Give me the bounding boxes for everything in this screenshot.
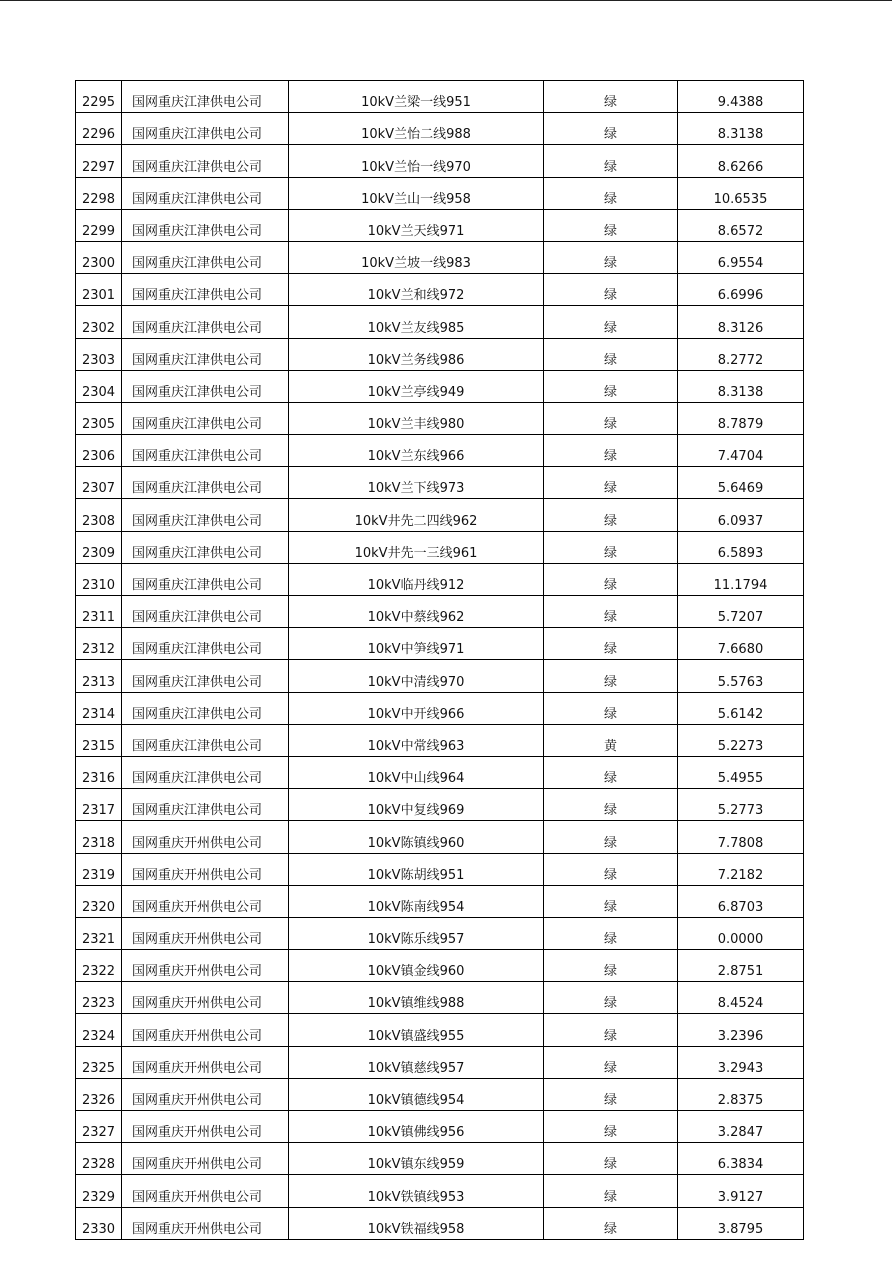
company-name-cell: 国网重庆开州供电公司: [122, 885, 289, 917]
status-cell: 绿: [544, 660, 678, 692]
status-cell: 绿: [544, 917, 678, 949]
row-number-cell: 2328: [76, 1143, 122, 1175]
table-row: [76, 113, 804, 145]
line-name-cell: 10kV中清线970: [289, 660, 544, 692]
line-name-cell: 10kV镇金线960: [289, 950, 544, 982]
table-row: [76, 1143, 804, 1175]
table-row: [76, 177, 804, 209]
row-number-cell: 2330: [76, 1207, 122, 1239]
value-cell: 2.8375: [678, 1078, 804, 1110]
row-number-cell: 2322: [76, 950, 122, 982]
status-cell: 绿: [544, 306, 678, 338]
table-row: [76, 241, 804, 273]
value-cell: 6.9554: [678, 241, 804, 273]
table-body: [76, 81, 804, 1240]
line-name-cell: 10kV兰友线985: [289, 306, 544, 338]
status-cell: 绿: [544, 467, 678, 499]
status-cell: 绿: [544, 435, 678, 467]
value-cell: 2.8751: [678, 950, 804, 982]
table-row: [76, 306, 804, 338]
company-name-cell: 国网重庆开州供电公司: [122, 821, 289, 853]
row-number-cell: 2306: [76, 435, 122, 467]
table-row: [76, 370, 804, 402]
status-cell: 绿: [544, 370, 678, 402]
company-name-cell: 国网重庆江津供电公司: [122, 756, 289, 788]
line-name-cell: 10kV陈镇线960: [289, 821, 544, 853]
table-row: [76, 756, 804, 788]
line-name-cell: 10kV镇盛线955: [289, 1014, 544, 1046]
table-row: [76, 531, 804, 563]
line-name-cell: 10kV兰东线966: [289, 435, 544, 467]
value-cell: 8.4524: [678, 982, 804, 1014]
status-cell: 绿: [544, 1175, 678, 1207]
company-name-cell: 国网重庆江津供电公司: [122, 435, 289, 467]
row-number-cell: 2300: [76, 241, 122, 273]
status-cell: 绿: [544, 563, 678, 595]
row-number-cell: 2324: [76, 1014, 122, 1046]
status-cell: 绿: [544, 177, 678, 209]
value-cell: 10.6535: [678, 177, 804, 209]
table-row: [76, 81, 804, 113]
status-cell: 绿: [544, 1046, 678, 1078]
status-cell: 绿: [544, 756, 678, 788]
company-name-cell: 国网重庆江津供电公司: [122, 338, 289, 370]
value-cell: 5.2773: [678, 789, 804, 821]
status-cell: 绿: [544, 1207, 678, 1239]
status-cell: 绿: [544, 113, 678, 145]
company-name-cell: 国网重庆开州供电公司: [122, 917, 289, 949]
line-name-cell: 10kV井先二四线962: [289, 499, 544, 531]
table-row: [76, 885, 804, 917]
value-cell: 6.6996: [678, 274, 804, 306]
value-cell: 3.8795: [678, 1207, 804, 1239]
row-number-cell: 2321: [76, 917, 122, 949]
line-name-cell: 10kV兰亭线949: [289, 370, 544, 402]
company-name-cell: 国网重庆江津供电公司: [122, 81, 289, 113]
table-row: [76, 1078, 804, 1110]
line-name-cell: 10kV兰梁一线951: [289, 81, 544, 113]
value-cell: 8.7879: [678, 402, 804, 434]
row-number-cell: 2327: [76, 1111, 122, 1143]
line-name-cell: 10kV兰丰线980: [289, 402, 544, 434]
table-row: [76, 1046, 804, 1078]
row-number-cell: 2309: [76, 531, 122, 563]
value-cell: 8.6572: [678, 209, 804, 241]
line-name-cell: 10kV兰坡一线983: [289, 241, 544, 273]
company-name-cell: 国网重庆开州供电公司: [122, 982, 289, 1014]
line-name-cell: 10kV中笋线971: [289, 628, 544, 660]
table-row: [76, 660, 804, 692]
company-name-cell: 国网重庆江津供电公司: [122, 274, 289, 306]
company-name-cell: 国网重庆江津供电公司: [122, 402, 289, 434]
company-name-cell: 国网重庆江津供电公司: [122, 660, 289, 692]
status-cell: 绿: [544, 402, 678, 434]
value-cell: 8.3138: [678, 370, 804, 402]
table-row: [76, 1014, 804, 1046]
line-name-cell: 10kV镇维线988: [289, 982, 544, 1014]
value-cell: 11.1794: [678, 563, 804, 595]
row-number-cell: 2299: [76, 209, 122, 241]
line-name-cell: 10kV临丹线912: [289, 563, 544, 595]
company-name-cell: 国网重庆江津供电公司: [122, 209, 289, 241]
line-name-cell: 10kV铁镇线953: [289, 1175, 544, 1207]
table-row: [76, 145, 804, 177]
table-row: [76, 917, 804, 949]
line-name-cell: 10kV铁福线958: [289, 1207, 544, 1239]
row-number-cell: 2295: [76, 81, 122, 113]
line-name-cell: 10kV中山线964: [289, 756, 544, 788]
table-row: [76, 499, 804, 531]
value-cell: 7.2182: [678, 853, 804, 885]
line-name-cell: 10kV中开线966: [289, 692, 544, 724]
line-name-cell: 10kV兰怡二线988: [289, 113, 544, 145]
table-row: [76, 209, 804, 241]
row-number-cell: 2313: [76, 660, 122, 692]
row-number-cell: 2312: [76, 628, 122, 660]
value-cell: 5.6142: [678, 692, 804, 724]
line-name-cell: 10kV中蔡线962: [289, 596, 544, 628]
company-name-cell: 国网重庆江津供电公司: [122, 531, 289, 563]
status-cell: 绿: [544, 81, 678, 113]
row-number-cell: 2296: [76, 113, 122, 145]
value-cell: 6.8703: [678, 885, 804, 917]
value-cell: 6.5893: [678, 531, 804, 563]
company-name-cell: 国网重庆江津供电公司: [122, 692, 289, 724]
line-name-cell: 10kV陈乐线957: [289, 917, 544, 949]
table-row: [76, 563, 804, 595]
value-cell: 8.2772: [678, 338, 804, 370]
row-number-cell: 2316: [76, 756, 122, 788]
line-name-cell: 10kV镇慈线957: [289, 1046, 544, 1078]
row-number-cell: 2301: [76, 274, 122, 306]
line-name-cell: 10kV兰天线971: [289, 209, 544, 241]
status-cell: 绿: [544, 1014, 678, 1046]
status-cell: 绿: [544, 596, 678, 628]
company-name-cell: 国网重庆开州供电公司: [122, 853, 289, 885]
status-cell: 绿: [544, 1143, 678, 1175]
value-cell: 6.0937: [678, 499, 804, 531]
row-number-cell: 2314: [76, 692, 122, 724]
company-name-cell: 国网重庆开州供电公司: [122, 950, 289, 982]
status-cell: 绿: [544, 950, 678, 982]
row-number-cell: 2297: [76, 145, 122, 177]
line-name-cell: 10kV中复线969: [289, 789, 544, 821]
table-row: [76, 789, 804, 821]
company-name-cell: 国网重庆江津供电公司: [122, 724, 289, 756]
line-name-cell: 10kV兰山一线958: [289, 177, 544, 209]
line-name-cell: 10kV兰怡一线970: [289, 145, 544, 177]
company-name-cell: 国网重庆江津供电公司: [122, 467, 289, 499]
value-cell: 5.2273: [678, 724, 804, 756]
company-name-cell: 国网重庆江津供电公司: [122, 563, 289, 595]
row-number-cell: 2315: [76, 724, 122, 756]
page-top-rule: [0, 0, 892, 1]
table-row: [76, 628, 804, 660]
value-cell: 3.2396: [678, 1014, 804, 1046]
row-number-cell: 2311: [76, 596, 122, 628]
value-cell: 8.6266: [678, 145, 804, 177]
row-number-cell: 2323: [76, 982, 122, 1014]
row-number-cell: 2320: [76, 885, 122, 917]
table-row: [76, 402, 804, 434]
table-row: [76, 982, 804, 1014]
line-name-cell: 10kV陈南线954: [289, 885, 544, 917]
value-cell: 8.3126: [678, 306, 804, 338]
table-row: [76, 821, 804, 853]
table-row: [76, 724, 804, 756]
company-name-cell: 国网重庆江津供电公司: [122, 113, 289, 145]
table-row: [76, 338, 804, 370]
row-number-cell: 2326: [76, 1078, 122, 1110]
value-cell: 5.7207: [678, 596, 804, 628]
line-name-cell: 10kV镇东线959: [289, 1143, 544, 1175]
line-name-cell: 10kV镇佛线956: [289, 1111, 544, 1143]
line-name-cell: 10kV中常线963: [289, 724, 544, 756]
row-number-cell: 2317: [76, 789, 122, 821]
status-cell: 绿: [544, 241, 678, 273]
company-name-cell: 国网重庆江津供电公司: [122, 596, 289, 628]
status-cell: 绿: [544, 145, 678, 177]
row-number-cell: 2325: [76, 1046, 122, 1078]
company-name-cell: 国网重庆江津供电公司: [122, 370, 289, 402]
value-cell: 5.5763: [678, 660, 804, 692]
company-name-cell: 国网重庆开州供电公司: [122, 1014, 289, 1046]
data-table: [75, 80, 804, 1240]
status-cell: 绿: [544, 209, 678, 241]
value-cell: 5.6469: [678, 467, 804, 499]
line-name-cell: 10kV井先一三线961: [289, 531, 544, 563]
row-number-cell: 2304: [76, 370, 122, 402]
value-cell: 3.9127: [678, 1175, 804, 1207]
company-name-cell: 国网重庆开州供电公司: [122, 1143, 289, 1175]
table-row: [76, 596, 804, 628]
table-row: [76, 1111, 804, 1143]
value-cell: 6.3834: [678, 1143, 804, 1175]
line-name-cell: 10kV兰和线972: [289, 274, 544, 306]
company-name-cell: 国网重庆江津供电公司: [122, 241, 289, 273]
line-name-cell: 10kV陈胡线951: [289, 853, 544, 885]
status-cell: 绿: [544, 1111, 678, 1143]
line-name-cell: 10kV兰务线986: [289, 338, 544, 370]
value-cell: 7.7808: [678, 821, 804, 853]
company-name-cell: 国网重庆开州供电公司: [122, 1046, 289, 1078]
company-name-cell: 国网重庆江津供电公司: [122, 306, 289, 338]
company-name-cell: 国网重庆开州供电公司: [122, 1207, 289, 1239]
line-name-cell: 10kV镇德线954: [289, 1078, 544, 1110]
status-cell: 绿: [544, 628, 678, 660]
row-number-cell: 2302: [76, 306, 122, 338]
status-cell: 绿: [544, 1078, 678, 1110]
table-row: [76, 950, 804, 982]
status-cell: 绿: [544, 789, 678, 821]
row-number-cell: 2303: [76, 338, 122, 370]
company-name-cell: 国网重庆江津供电公司: [122, 145, 289, 177]
value-cell: 0.0000: [678, 917, 804, 949]
company-name-cell: 国网重庆开州供电公司: [122, 1111, 289, 1143]
value-cell: 8.3138: [678, 113, 804, 145]
table-row: [76, 1207, 804, 1239]
line-name-cell: 10kV兰下线973: [289, 467, 544, 499]
company-name-cell: 国网重庆江津供电公司: [122, 499, 289, 531]
value-cell: 5.4955: [678, 756, 804, 788]
row-number-cell: 2298: [76, 177, 122, 209]
table-row: [76, 853, 804, 885]
status-cell: 绿: [544, 982, 678, 1014]
table-row: [76, 274, 804, 306]
company-name-cell: 国网重庆开州供电公司: [122, 1078, 289, 1110]
table-row: [76, 467, 804, 499]
value-cell: 9.4388: [678, 81, 804, 113]
row-number-cell: 2319: [76, 853, 122, 885]
table-row: [76, 1175, 804, 1207]
row-number-cell: 2310: [76, 563, 122, 595]
row-number-cell: 2329: [76, 1175, 122, 1207]
status-cell: 绿: [544, 274, 678, 306]
status-cell: 绿: [544, 531, 678, 563]
status-cell: 绿: [544, 692, 678, 724]
status-cell: 绿: [544, 885, 678, 917]
row-number-cell: 2318: [76, 821, 122, 853]
status-cell: 绿: [544, 338, 678, 370]
status-cell: 绿: [544, 821, 678, 853]
company-name-cell: 国网重庆江津供电公司: [122, 789, 289, 821]
value-cell: 7.6680: [678, 628, 804, 660]
status-cell: 黄: [544, 724, 678, 756]
company-name-cell: 国网重庆江津供电公司: [122, 177, 289, 209]
status-cell: 绿: [544, 499, 678, 531]
row-number-cell: 2308: [76, 499, 122, 531]
table-row: [76, 435, 804, 467]
value-cell: 7.4704: [678, 435, 804, 467]
value-cell: 3.2943: [678, 1046, 804, 1078]
table-row: [76, 692, 804, 724]
value-cell: 3.2847: [678, 1111, 804, 1143]
row-number-cell: 2305: [76, 402, 122, 434]
row-number-cell: 2307: [76, 467, 122, 499]
company-name-cell: 国网重庆江津供电公司: [122, 628, 289, 660]
company-name-cell: 国网重庆开州供电公司: [122, 1175, 289, 1207]
status-cell: 绿: [544, 853, 678, 885]
